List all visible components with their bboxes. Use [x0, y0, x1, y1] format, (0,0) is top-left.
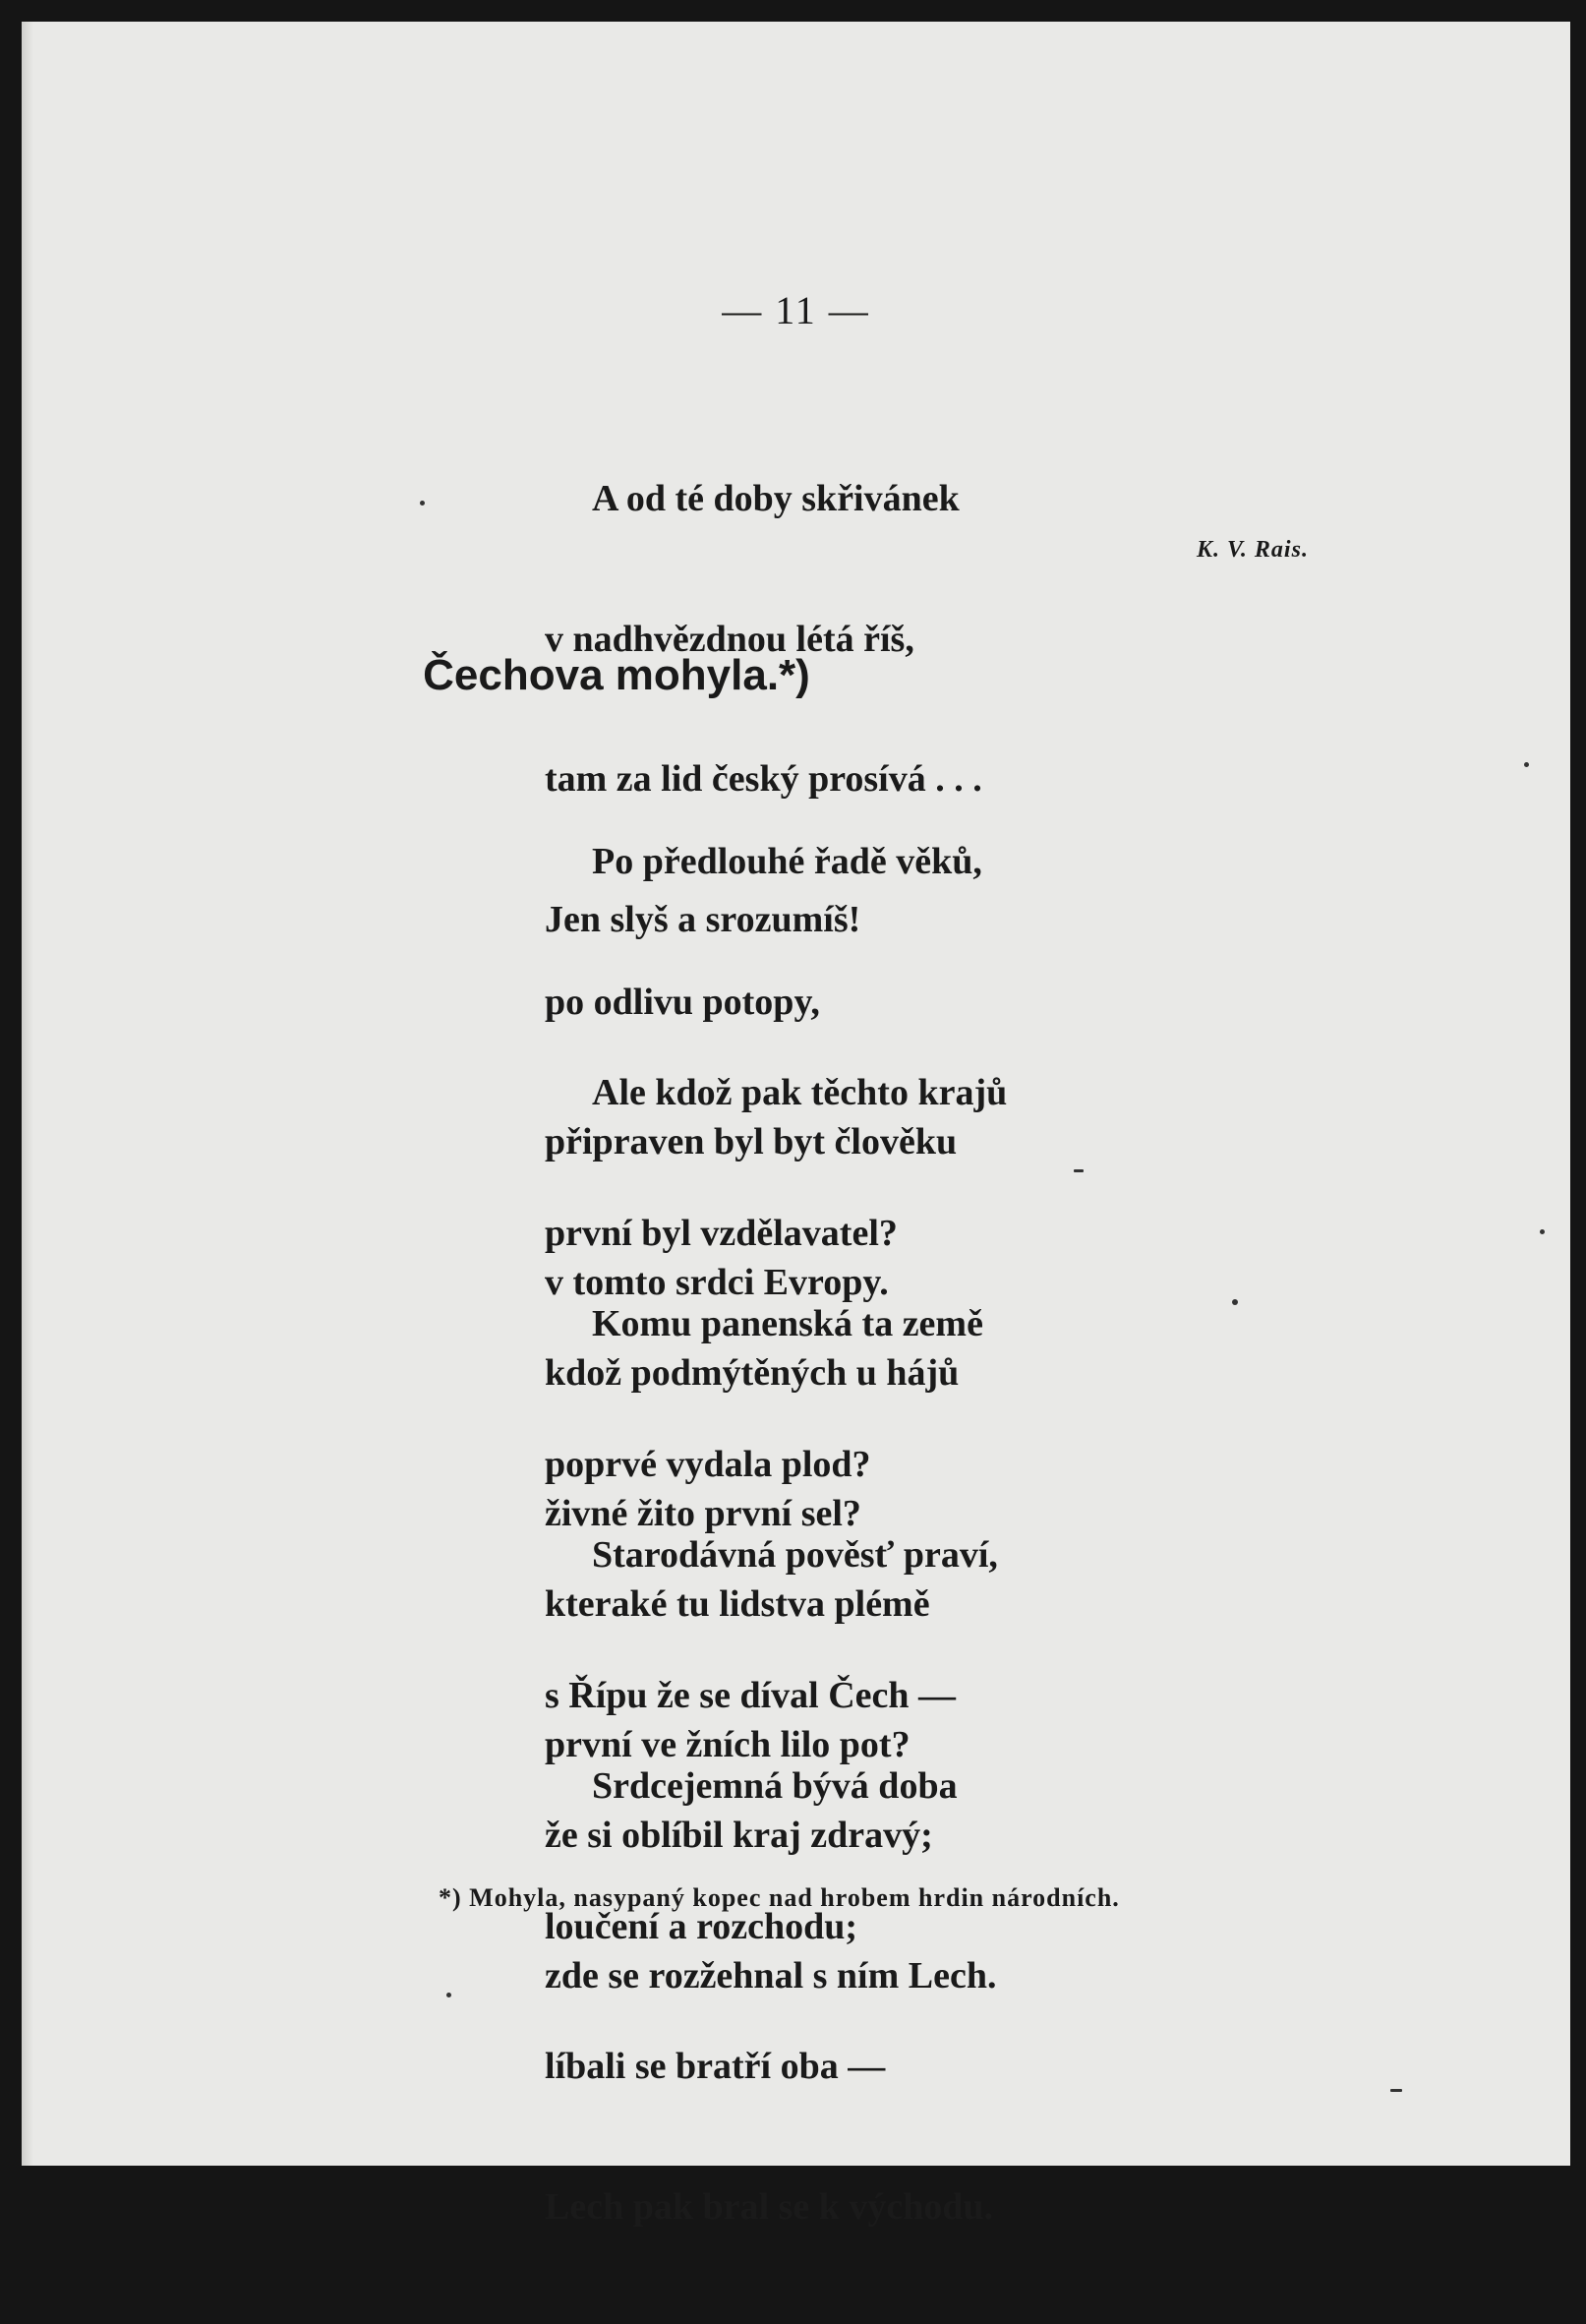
verse-line: s Řípu že se díval Čech — [545, 1674, 956, 1716]
page-number: — 11 — [722, 288, 870, 332]
scan-speck [1074, 1169, 1084, 1172]
verse-line: v nadhvězdnou létá říš, [545, 618, 914, 660]
verse-line: Lech pak bral se k východu. [545, 2185, 994, 2228]
book-page [22, 22, 1570, 2228]
verse-line: zde se rozžehnal s ním Lech. [545, 1954, 997, 1996]
poem-title: Čechova mohyla.*) [423, 651, 810, 699]
verse-line: Po předlouhé řadě věků, [592, 841, 982, 882]
verse-line: Ale kdož pak těchto krajů [592, 1072, 1008, 1113]
verse-line: A od té doby skřivánek [592, 478, 960, 519]
verse-line: kteraké tu lidstva plémě [545, 1583, 930, 1625]
page-binding-shadow [22, 22, 33, 2166]
verse-line: Jen slyš a srozumíš! [545, 898, 861, 940]
verse-line: po odlivu potopy, [545, 981, 820, 1023]
verse-line: poprvé vydala plod? [545, 1443, 871, 1485]
verse-line: líbali se bratří oba — [545, 2046, 886, 2087]
stanza-6 [545, 1670, 993, 2324]
footnote: *) Mohyla, nasypaný kopec nad hrobem hrdin národních. [439, 1883, 1120, 1912]
scan-speck [1524, 762, 1529, 767]
scan-speck [420, 501, 425, 506]
scan-speck [446, 1993, 451, 1997]
verse-line: připraven byl byt člověku [545, 1121, 958, 1162]
verse-line: Starodávná pověsť praví, [592, 1534, 998, 1576]
verse-line: loučení a rozchodu; [545, 1905, 858, 1947]
verse-line: tam za lid český prosívá . . . [545, 758, 982, 800]
scan-left-edge [0, 0, 22, 2185]
author-signature: K. V. Rais. [1197, 537, 1309, 563]
verse-line: Komu panenská ta země [592, 1303, 983, 1344]
scan-speck [1540, 1229, 1545, 1234]
verse-line: že si oblíbil kraj zdravý; [545, 1815, 933, 1856]
verse-line: první ve žních lilo pot? [545, 1723, 910, 1765]
scan-speck [1232, 1299, 1238, 1305]
verse-line: živné žito první sel? [545, 1492, 861, 1534]
scan-speck [1390, 2089, 1402, 2092]
verse-line: v tomto srdci Evropy. [545, 1261, 889, 1303]
verse-line: kdož podmýtěných u hájů [545, 1352, 960, 1394]
verse-line: Srdcejemná bývá doba [592, 1765, 958, 1807]
verse-line: první byl vzdělavatel? [545, 1212, 898, 1254]
